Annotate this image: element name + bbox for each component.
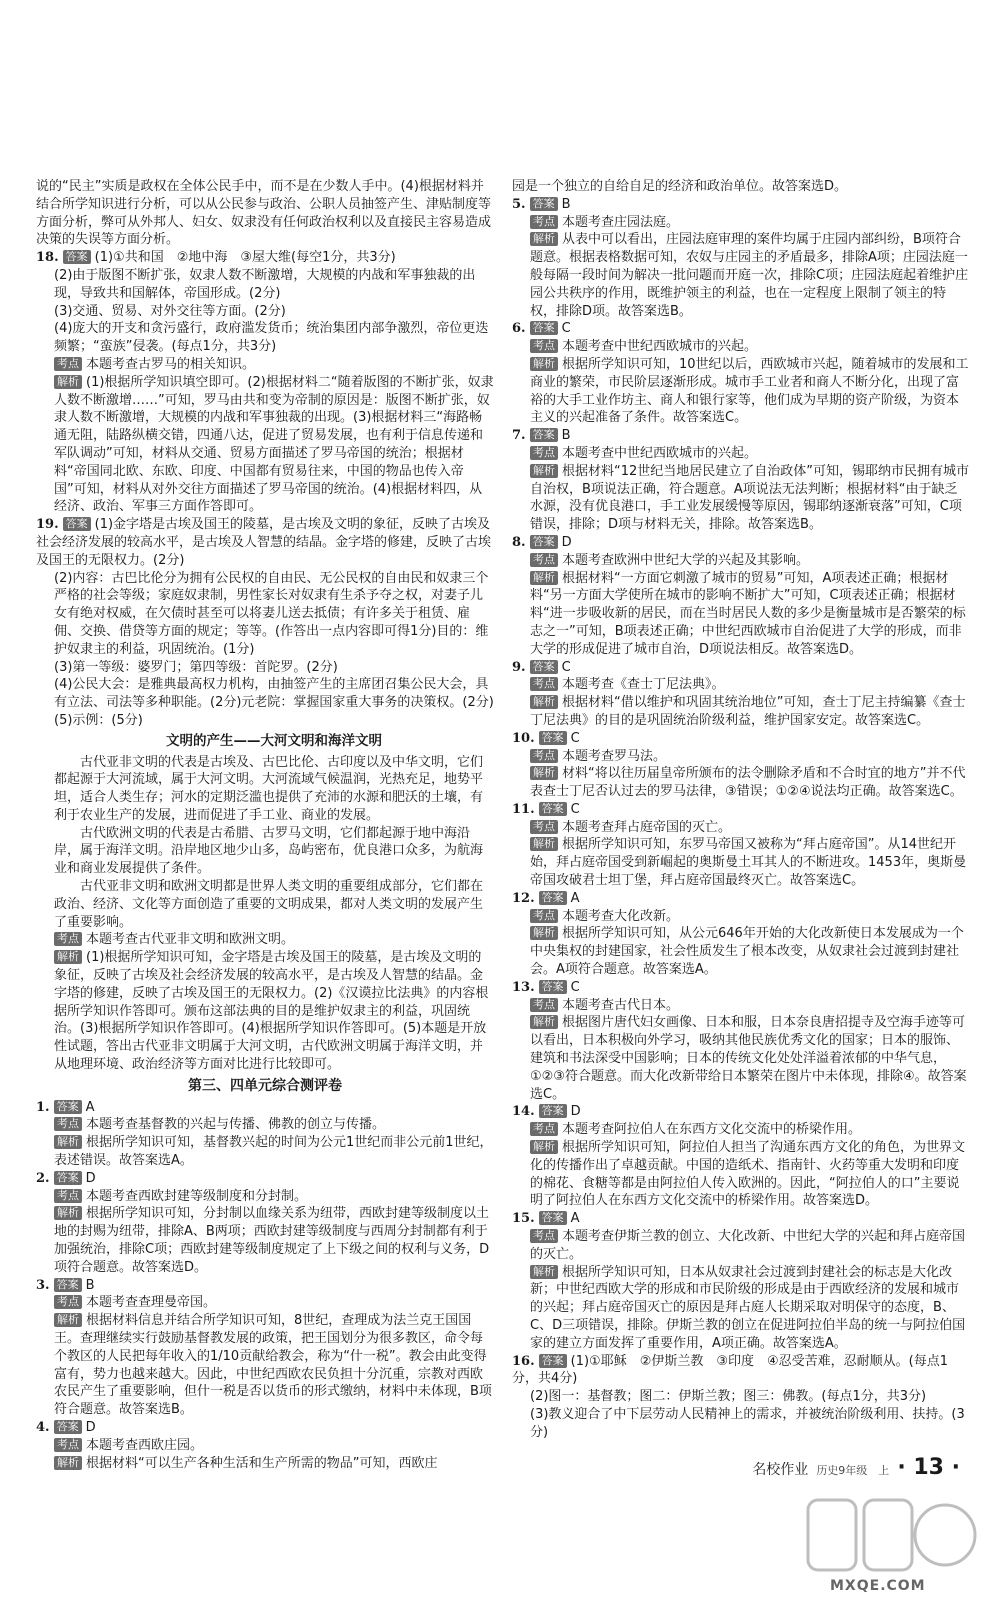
answer-tag: 答案	[539, 980, 567, 994]
jiexi-tag: 解析	[530, 695, 558, 709]
question-2	[36, 1170, 494, 1277]
answer-tag: 答案	[63, 250, 91, 264]
answer-tag: 答案	[539, 1211, 567, 1225]
question-number: 14.	[512, 1104, 535, 1120]
question-8	[512, 534, 970, 659]
left-column	[36, 178, 494, 1472]
question-number: 5.	[512, 196, 526, 212]
answer-line: (2)由于版图不断扩张，奴隶人数不断激增，大规模的内战和军事独裁的出现，导致共和国解体，帝国形成。(2分)	[54, 267, 476, 301]
question-number: 11.	[512, 801, 535, 817]
kaodian-tag: 考点	[530, 553, 558, 567]
jiexi-tag: 解析	[530, 464, 558, 478]
question-number: 3.	[36, 1277, 50, 1293]
question-12	[512, 890, 970, 979]
section-title: 第三、四单元综合测评卷	[188, 1077, 342, 1094]
answer-tag: 答案	[530, 321, 558, 335]
watermark-text: MXQE.COM	[830, 1578, 926, 1594]
answer-text: (1)金字塔是古埃及国王的陵墓，是古埃及文明的象征，反映了古埃及社会经济发展的较高水平，是古埃及人智慧的结晶。金字塔的修建，反映了古埃及国王的无限权力。(2分)	[36, 517, 492, 568]
jiexi-tag: 解析	[530, 232, 558, 246]
answer-line: (3)第一等级：婆罗门；第四等级：首陀罗。(2分)	[54, 659, 338, 675]
jiexi-text: 材料“将以往历届皇帝所颁布的法令删除矛盾和不合时宜的地方”并不代表查士丁尼否认过去的罗马法律，③错误；①②④说法均正确。故答案选C。	[530, 766, 966, 800]
kaodian-text: 本题考查大化改新。	[562, 908, 680, 924]
kaodian-tag: 考点	[54, 1117, 82, 1131]
right-column	[512, 178, 970, 1442]
jiexi-tag: 解析	[530, 571, 558, 585]
answer-tag: 答案	[539, 1354, 567, 1368]
question-9	[512, 659, 970, 730]
kaodian-tag: 考点	[530, 909, 558, 923]
jiexi-text: 根据所学知识可知，从公元646年开始的大化改新使日本发展成为一个中央集权的封建国家，社会性质发生了根本改变，从奴隶社会过渡到封建社会。A项符合题意。故答案选A。	[530, 926, 964, 978]
answer-line: (3)交通、贸易、对外交往等方面。(2分)	[54, 303, 286, 319]
answer-text: A	[85, 1099, 95, 1115]
kaodian-text: 本题考查阿拉伯人在东西方文化交流中的桥梁作用。	[562, 1122, 862, 1138]
answer-line: (3)教义迎合了中下层劳动人民精神上的需求，并被统治阶级利用、扶持。(3分)	[530, 1406, 965, 1440]
question-number: 8.	[512, 534, 526, 550]
question-13	[512, 979, 970, 1104]
answer-tag: 答案	[54, 1420, 82, 1434]
footer-brand: 名校作业	[752, 1462, 809, 1478]
answer-tag: 答案	[539, 731, 567, 745]
jiexi-tag: 解析	[530, 357, 558, 371]
jiexi-text: 根据所学知识可知，东罗马帝国又被称为“拜占庭帝国”。从14世纪开始，拜占庭帝国受到新崛起的奥斯曼土耳其人的不断进攻。1453年，奥斯曼帝国攻破君士坦丁堡，拜占庭帝国最终灭亡。故答案选C。	[530, 837, 967, 889]
kaodian-text: 本题考查拜占庭帝国的灭亡。	[562, 819, 732, 835]
kaodian-tag: 考点	[54, 1295, 82, 1309]
question-number: 12.	[512, 890, 535, 906]
kaodian-tag: 考点	[530, 1229, 558, 1243]
answer-tag: 答案	[530, 428, 558, 442]
kaodian-text: 本题考查中世纪西欧城市的兴起。	[562, 445, 758, 461]
answer-tag: 答案	[63, 517, 91, 531]
jiexi-tag: 解析	[54, 950, 82, 964]
question-5	[512, 196, 970, 321]
question-number: 15.	[512, 1211, 535, 1227]
essay-paragraph: 古代亚非文明和欧洲文明都是世界人类文明的重要组成部分，它们都在政治、经济、文化等方面创造了重要的文明成果，都对人类文明的发展产生了重要影响。	[54, 879, 484, 930]
question-number: 2.	[36, 1170, 50, 1186]
jiexi-tag: 解析	[54, 375, 82, 389]
jiexi-text: 根据材料“借以维护和巩固其统治地位”可知，查士丁尼主持编纂《查士丁尼法典》的目的是巩固统治阶级利益，维护国家安定。故答案选C。	[530, 695, 966, 728]
kaodian-tag: 考点	[530, 215, 558, 229]
kaodian-text: 本题考查古代亚非文明和欧洲文明。	[86, 932, 295, 948]
jiexi-tag: 解析	[530, 766, 558, 780]
kaodian-text: 本题考查古代日本。	[562, 997, 680, 1013]
page-number: · 13 ·	[897, 1455, 960, 1480]
kaodian-text: 本题考查《查士丁尼法典》。	[562, 677, 725, 693]
answer-text: C	[561, 321, 571, 337]
question-number: 7.	[512, 428, 526, 444]
jiexi-tag: 解析	[54, 1206, 82, 1220]
jiexi-text: 根据材料“一方面它刺激了城市的贸易”可知，A项表述正确；根据材料“另一方面大学使所在城市的影响不断扩大”可知，C项表述正确；根据材料“进一步吸收新的居民，而在当时居民人数的多少是衡量城市是否繁荣的标志之一”可知，B项表述正确；中世纪西欧城市自治促进了大学的形成，而非大学的形成促进了城市自治，D项说法相反。故答案选D。	[530, 570, 966, 657]
answer-tag: 答案	[530, 535, 558, 549]
question-19	[36, 516, 494, 1074]
jiexi-tag: 解析	[530, 1265, 558, 1279]
question-11	[512, 801, 970, 890]
kaodian-text: 本题考查罗马法。	[562, 748, 667, 764]
answer-tag: 答案	[539, 802, 567, 816]
answer-tag: 答案	[530, 197, 558, 211]
kaodian-text: 本题考查西欧封建等级制度和分封制。	[86, 1188, 308, 1204]
jiexi-text: 根据所学知识可知，10世纪以后，西欧城市兴起，随着城市的发展和工商业的繁荣，市民阶层逐渐形成。城市手工业者和商人不断分化，出现了富裕的大手工业作坊主、商人和银行家等，他们成为早期的资产阶级，为资本主义的兴起准备了条件。故答案选C。	[530, 356, 969, 426]
question-number: 16.	[512, 1353, 535, 1369]
question-number: 1.	[36, 1099, 50, 1115]
jiexi-text: 根据材料“可以生产各种生活和生产所需的物品”可知，西欧庄	[86, 1455, 438, 1471]
answer-text: C	[561, 659, 571, 675]
kaodian-text: 本题考查欧洲中世纪大学的兴起及其影响。	[562, 552, 810, 568]
question-14	[512, 1103, 970, 1210]
answer-text: C	[570, 730, 580, 746]
question-number: 19.	[36, 517, 59, 533]
kaodian-text: 本题考查伊斯兰教的创立、大化改新、中世纪大学的兴起和拜占庭帝国的灭亡。	[530, 1229, 966, 1262]
kaodian-text: 本题考查中世纪西欧城市的兴起。	[562, 339, 758, 355]
jiexi-text: 根据材料“12世纪当地居民建立了自治政体”可知，锡耶纳市民拥有城市自治权，B项说法正确，符合题意。A项说法无法判断；根据材料“由于缺乏水源，没有优良港口，手工业发展缓慢等原因，锡耶纳逐渐衰落”可知，C项错误，排除；D项与材料无关，排除。故答案选B。	[530, 463, 970, 533]
footer-subject: 历史9年级 上	[816, 1464, 890, 1477]
jiexi-text: 从表中可以看出，庄园法庭审理的案件均属于庄园内部纠纷，B项符合题意。根据表格数据可知，农奴与庄园主的矛盾最多，排除A项；庄园法庭一般每隔一段时间为解决一批问题而开庭一次，排除C项；庄园法庭起着维护庄园公共秩序的作用，既维护领主的利益，也在一定程度上限制了领主的特权，排除D项。故答案选B。	[530, 232, 969, 319]
answer-line: (2)内容：古巴比伦分为拥有公民权的自由民、无公民权的自由民和奴隶三个严格的社会等级；家庭奴隶制，男性家长对奴隶有生杀予夺之权，对妻子儿女有绝对权威，在欠债时甚至可以将妻儿送去抵债；有许多关于租赁、雇佣、交换、借贷等方面的规定；等等。(作答出一点内容即可得1分)目的：维护奴隶主的利益，巩固统治。(1分)	[54, 570, 489, 657]
jiexi-tag: 解析	[530, 926, 558, 940]
kaodian-text: 本题考查庄园法庭。	[562, 214, 680, 230]
jiexi-text: (1)根据所学知识填空即可。(2)根据材料二“随着版图的不断扩张，奴隶人数不断激增……”可知，罗马由共和变为帝制的原因是：版图不断扩张，奴隶人数不断激增，大规模的内战和军事独裁的出现。(3)根据材料三“海路畅通无阻，陆路纵横交错，四通八达，促进了贸易发展，也有利于信息传递和军队调动”可知，材料从交通、贸易方面描述了罗马帝国的统治；根据材料“帝国同北欧、东欧、印度、中国都有贸易往来，中国的物品也传入帝国”可知，材料从对外交往方面描述了罗马帝国的统治。(4)根据材料四，从经济、政治、军事三方面作答即可。	[54, 374, 494, 515]
jiexi-tag: 解析	[54, 1313, 82, 1327]
carryover-paragraph: 园是一个独立的自给自足的经济和政治单位。故答案选D。	[512, 179, 848, 194]
question-18	[36, 249, 494, 516]
essay-title: 文明的产生——大河文明和海洋文明	[166, 732, 382, 749]
question-number: 18.	[36, 250, 59, 266]
answer-text: C	[570, 801, 580, 817]
question-number: 10.	[512, 730, 535, 746]
jiexi-tag: 解析	[530, 1015, 558, 1029]
jiexi-text: (1)根据所学知识可知，金字塔是古埃及国王的陵墓，是古埃及文明的象征，反映了古埃及社会经济发展的较高水平，是古埃及人智慧的结晶。金字塔的修建，反映了古埃及国王的无限权力。(2)《汉谟拉比法典》的内容根据所学知识作答即可。颁布这部法典的目的是维护奴隶主的利益，巩固统治。(3)根据所学知识作答即可。(4)根据所学知识作答即可。(5)本题是开放性试题，答出古代亚非文明属于大河文明，古代欧洲文明属于海洋文明，并从地理环境、政治经济等方面对比进行比较即可。	[54, 950, 489, 1073]
kaodian-text: 本题考查查理曼帝国。	[86, 1295, 217, 1311]
answer-text: D	[85, 1419, 96, 1435]
essay-paragraph: 古代欧洲文明的代表是古希腊、古罗马文明，它们都起源于地中海沿岸，属于海洋文明。沿岸地区地少山多，岛屿密布，优良港口众多，为航海业和商业发展提供了条件。	[54, 825, 484, 877]
jiexi-tag: 解析	[54, 1456, 82, 1470]
answer-line: (2)图一：基督教；图二：伊斯兰教；图三：佛教。(每点1分，共3分)	[530, 1389, 927, 1405]
answer-text: B	[561, 428, 571, 444]
answer-line: (5)示例：(5分)	[54, 712, 143, 728]
jiexi-text: 根据图片唐代妇女画像、日本和服，日本奈良唐招提寺及空海手迹等可以看出，日本积极向外学习，吸纳其他民族优秀文化的国家；日本的服饰、建筑和书法深受中国影响；日本的传统文化处处洋溢着浓郁的中华气息，①②③符合题意。而大化改新带给日本繁荣在图片中未体现，排除④。故答案选C。	[530, 1015, 967, 1102]
page-footer	[752, 1455, 960, 1480]
page-number-value: 13	[913, 1455, 944, 1480]
kaodian-tag: 考点	[530, 1122, 558, 1136]
answer-tag: 答案	[54, 1100, 82, 1114]
jiexi-tag: 解析	[530, 837, 558, 851]
question-number: 9.	[512, 659, 526, 675]
kaodian-text: 本题考查古罗马的相关知识。	[86, 356, 256, 372]
answer-tag: 答案	[530, 660, 558, 674]
kaodian-tag: 考点	[54, 1189, 82, 1203]
jiexi-text: 根据所学知识可知，阿拉伯人担当了沟通东西方文化的角色，为世界文化的传播作出了卓越贡献。中国的造纸术、指南针、火药等重大发明和印度的棉花、食糖等都是由阿拉伯人传入欧洲的。因此，“阿拉伯人的口”主要说明了阿拉伯人在东西方文化交流中的桥梁作用。故答案选D。	[530, 1140, 966, 1209]
answer-text: D	[570, 1104, 581, 1120]
question-15	[512, 1210, 970, 1352]
watermark-logo	[800, 1490, 980, 1590]
jiexi-text: 根据所学知识可知，基督教兴起的时间为公元1世纪而非公元前1世纪，表述错误。故答案选A。	[54, 1135, 493, 1169]
jiexi-tag: 解析	[54, 1135, 82, 1149]
question-number: 6.	[512, 321, 526, 337]
kaodian-tag: 考点	[54, 357, 82, 371]
answer-tag: 答案	[54, 1278, 82, 1292]
kaodian-tag: 考点	[54, 932, 82, 946]
question-4	[36, 1419, 494, 1472]
answer-tag: 答案	[539, 891, 567, 905]
kaodian-tag: 考点	[530, 446, 558, 460]
kaodian-tag: 考点	[530, 339, 558, 353]
question-3	[36, 1277, 494, 1419]
kaodian-text: 本题考查基督教的兴起与传播、佛教的创立与传播。	[86, 1117, 386, 1133]
kaodian-tag: 考点	[530, 749, 558, 763]
answer-text: B	[85, 1277, 95, 1293]
answer-line: (4)公民大会：是雅典最高权力机构，由抽签产生的主席团召集公民大会，具有立法、司法等多种职能。(2分)元老院：掌握国家重大事务的决策权。(2分)	[54, 677, 494, 711]
kaodian-tag: 考点	[530, 998, 558, 1012]
answer-text: A	[570, 890, 580, 906]
question-16	[512, 1353, 970, 1442]
answer-text: D	[561, 534, 572, 550]
question-number: 13.	[512, 979, 535, 995]
question-7	[512, 427, 970, 534]
answer-text: B	[561, 196, 571, 212]
kaodian-tag: 考点	[530, 820, 558, 834]
kaodian-text: 本题考查西欧庄园。	[86, 1437, 204, 1453]
answer-line: (4)庞大的开支和贪污盛行，政府滥发货币；统治集团内部争激烈，帝位更迭频繁；“蛮族”侵袭。(每点1分，共3分)	[54, 321, 489, 355]
kaodian-tag: 考点	[54, 1438, 82, 1452]
essay-paragraph: 古代亚非文明的代表是古埃及、古巴比伦、古印度以及中华文明，它们都起源于大河流域，属于大河文明。大河流域气候温润，光热充足，地势平坦，适合人类生存；河水的定期泛滥也提供了充沛的水源和肥沃的土壤，有利于农业生产的发展，进而促进了手工业、商业的发展。	[54, 754, 484, 823]
answer-text: (1)①共和国 ②地中海 ③屋大维(每空1分，共3分)	[94, 250, 396, 266]
jiexi-text: 根据材料信息并结合所学知识可知，8世纪，查理成为法兰克王国国王。查理继续实行鼓励基督教发展的政策，把王国划分为很多教区，命令每个教区的人民把每年收入的1/10贡献给教会，称为“什一税”。教会由此变得富有，势力也越来越大。因此，中世纪西欧农民负担十分沉重，宗教对西欧农民产生了重要影响，但什一税是否以货币的形式缴纳，材料中未体现，B项符合题意。故答案选B。	[54, 1313, 492, 1418]
answer-text: (1)①耶稣 ②伊斯兰教 ③印度 ④忍受苦难，忍耐顺从。(每点1分，共4分)	[512, 1353, 948, 1387]
answer-text: C	[570, 979, 580, 995]
question-6	[512, 320, 970, 427]
answer-tag: 答案	[54, 1171, 82, 1185]
answer-text: A	[570, 1211, 580, 1227]
jiexi-tag: 解析	[530, 1140, 558, 1154]
answer-text: D	[85, 1170, 96, 1186]
kaodian-tag: 考点	[530, 677, 558, 691]
jiexi-text: 根据所学知识可知，分封制以血缘关系为纽带，西欧封建等级制度以土地的封赐为纽带，排除A、B两项；西欧封建等级制度与西周分封制都有利于加强统治，排除C项；西欧封建等级制度规定了上下级之间的权利与义务，D项符合题意。故答案选D。	[54, 1206, 490, 1275]
question-1	[36, 1099, 494, 1170]
question-10	[512, 730, 970, 801]
carryover-paragraph: 说的“民主”实质是政权在全体公民手中，而不是在少数人手中。(4)根据材料并结合所学知识进行分析，可以从公民参与政治、公职人员抽签产生、津贴制度等方面分析，弊可从外邦人、妇女、奴隶没有任何政治权利以及直接民主容易造成决策的失误等方面分析。	[36, 179, 492, 248]
answer-tag: 答案	[539, 1104, 567, 1118]
question-number: 4.	[36, 1419, 50, 1435]
jiexi-text: 根据所学知识可知，日本从奴隶社会过渡到封建社会的标志是大化改新；中世纪西欧大学的形成和市民阶级的形成是由于西欧经济的发展和城市的兴起；拜占庭帝国灭亡的原因是拜占庭人长期采取对明保守的态度，B、C、D三项错误，排除。伊斯兰教的创立在促进阿拉伯半岛的统一与阿拉伯国家的建立方面发挥了重要作用，A项正确。故答案选A。	[530, 1264, 966, 1351]
